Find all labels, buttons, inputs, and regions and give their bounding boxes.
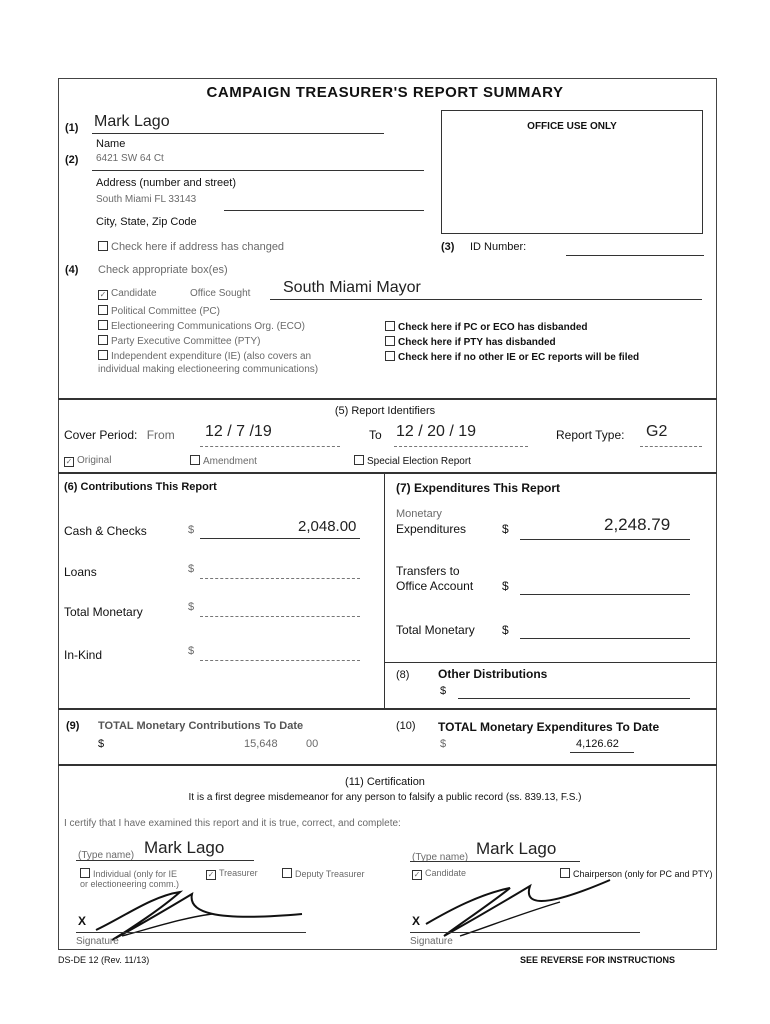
office-use-label: OFFICE USE ONLY	[527, 121, 617, 132]
treasurer-checkbox[interactable]	[206, 868, 258, 880]
address-changed-checkbox[interactable]	[98, 241, 284, 253]
section-4-heading: Check appropriate box(es)	[98, 264, 228, 276]
eco-box[interactable]	[98, 320, 108, 330]
pc-checkbox[interactable]	[98, 305, 220, 317]
amendment-label: Amendment	[203, 456, 257, 467]
section-6-heading: (6) Contributions This Report	[64, 481, 217, 493]
total-monetary-contrib-dollar: $	[188, 601, 195, 613]
candidate-label: Candidate	[111, 288, 157, 299]
special-checkbox[interactable]	[354, 455, 471, 467]
treasurer-box[interactable]: ✓	[207, 870, 215, 879]
monetary-exp-value: 2,248.79	[604, 515, 671, 534]
loans-dollar: $	[188, 563, 195, 575]
special-label: Special Election Report	[367, 456, 471, 467]
street-label: Address (number and street)	[96, 177, 237, 189]
form-title: CAMPAIGN TREASURER'S REPORT SUMMARY	[206, 84, 564, 101]
disband-pty-label: Check here if PTY has disbanded	[398, 337, 556, 348]
from-label: From	[146, 428, 175, 442]
no-other-box[interactable]	[385, 351, 395, 361]
deputy-box[interactable]	[282, 868, 292, 878]
section-9-heading: TOTAL Monetary Contributions To Date	[98, 720, 304, 732]
left-typed-name: Mark Lago	[144, 838, 225, 857]
transfers-label-2: Office Account	[396, 579, 474, 593]
original-label: Original	[77, 455, 112, 466]
disband-pc-label: Check here if PC or ECO has disbanded	[398, 322, 588, 333]
individual-label-1: Individual (only for IE	[93, 869, 178, 879]
city-label: City, State, Zip Code	[96, 216, 197, 228]
left-signature-x: X	[78, 914, 87, 928]
pty-label: Party Executive Committee (PTY)	[111, 336, 261, 347]
name-label: Name	[96, 138, 126, 150]
in-kind-dollar: $	[188, 645, 195, 657]
eco-label: Electioneering Communications Org. (ECO)	[111, 321, 305, 332]
original-box[interactable]: ✓	[65, 457, 73, 466]
cash-dollar: $	[188, 524, 195, 536]
total-monetary-exp-dollar: $	[502, 623, 509, 637]
no-other-checkbox[interactable]	[385, 351, 639, 363]
to-date: 12 / 20 / 19	[396, 423, 477, 440]
pty-box[interactable]	[98, 335, 108, 345]
section-2-number: (2)	[65, 154, 79, 166]
loans-label: Loans	[64, 565, 97, 579]
total-monetary-contrib-label: Total Monetary	[64, 605, 143, 619]
monetary-exp-label-2: Expenditures	[396, 522, 467, 536]
original-checkbox[interactable]	[64, 455, 111, 467]
monetary-exp-dollar: $	[502, 522, 509, 536]
disband-pty-checkbox[interactable]	[385, 336, 556, 348]
other-dist-dollar: $	[440, 685, 447, 697]
candidate-box[interactable]: ✓	[99, 290, 107, 299]
total-monetary-exp-label: Total Monetary	[396, 623, 475, 637]
certify-statement: I certify that I have examined this report and it is true, correct, and complete:	[64, 818, 401, 829]
name-value: Mark Lago	[94, 113, 170, 130]
address-changed-label: Check here if address has changed	[111, 241, 285, 253]
section-10-number: (10)	[396, 720, 416, 732]
candidate-sign-box[interactable]: ✓	[413, 870, 421, 879]
city-value: South Miami FL 33143	[96, 194, 197, 205]
instructions-note: SEE REVERSE FOR INSTRUCTIONS	[520, 955, 676, 965]
right-type-name-label: (Type name)	[412, 852, 469, 863]
ie-label-2: individual making electioneering communications)	[98, 364, 319, 375]
ie-checkbox[interactable]	[98, 350, 311, 362]
pc-label: Political Committee (PC)	[111, 306, 220, 317]
report-type-label: Report Type:	[556, 428, 625, 442]
deputy-checkbox[interactable]	[282, 868, 365, 879]
section-8-heading: Other Distributions	[438, 667, 548, 681]
section-1-number: (1)	[65, 122, 79, 134]
total-exp-value: 4,126.62	[576, 738, 619, 750]
right-signature-image	[420, 874, 620, 944]
disband-pty-box[interactable]	[385, 336, 395, 346]
pty-checkbox[interactable]	[98, 335, 260, 347]
left-type-name-label: (Type name)	[78, 850, 135, 861]
id-number-label: ID Number:	[470, 241, 527, 253]
section-9-number: (9)	[66, 720, 80, 732]
right-typed-name: Mark Lago	[476, 839, 557, 858]
total-contrib-cents: 00	[306, 738, 319, 750]
ie-label-1: Independent expenditure (IE) (also covers an	[111, 351, 312, 362]
right-signature-label: Signature	[410, 936, 453, 947]
eco-checkbox[interactable]	[98, 320, 305, 332]
certification-warning: It is a first degree misdemeanor for any person to falsify a public record (ss. 839.13, F.S.)	[188, 792, 582, 803]
total-contrib-value: 15,648	[244, 738, 278, 750]
total-contrib-dollar: $	[98, 738, 105, 750]
candidate-sign-label: Candidate	[425, 868, 467, 878]
address-changed-box[interactable]	[98, 241, 108, 251]
cover-period-text: Cover Period:	[64, 428, 138, 442]
section-3-number: (3)	[441, 241, 455, 253]
individual-box[interactable]	[80, 868, 90, 878]
office-use-box	[441, 110, 703, 234]
deputy-label: Deputy Treasurer	[295, 869, 365, 879]
special-box[interactable]	[354, 455, 364, 465]
individual-checkbox[interactable]	[80, 868, 177, 879]
ie-box[interactable]	[98, 350, 108, 360]
section-11-heading: (11) Certification	[345, 776, 425, 788]
office-sought-value: South Miami Mayor	[283, 279, 421, 296]
no-other-label: Check here if no other IE or EC reports will be filed	[398, 352, 640, 363]
street-value: 6421 SW 64 Ct	[96, 153, 164, 164]
office-sought-label: Office Sought	[190, 288, 251, 299]
treasurer-label: Treasurer	[219, 868, 258, 878]
pc-box[interactable]	[98, 305, 108, 315]
amendment-checkbox[interactable]	[190, 455, 257, 467]
left-signature-label: Signature	[76, 936, 119, 947]
from-date: 12 / 7 /19	[205, 423, 272, 440]
transfers-dollar: $	[502, 579, 509, 593]
section-7-heading: (7) Expenditures This Report	[396, 481, 561, 495]
disband-pc-checkbox[interactable]	[385, 321, 588, 333]
form-id: DS-DE 12 (Rev. 11/13)	[58, 955, 150, 965]
monetary-exp-label-1: Monetary	[396, 508, 442, 520]
total-exp-dollar: $	[440, 738, 447, 750]
individual-label-2: or electioneering comm.)	[80, 879, 180, 889]
left-signature-image	[92, 888, 312, 944]
section-8-number: (8)	[396, 669, 410, 681]
in-kind-label: In-Kind	[64, 648, 103, 662]
report-type-value: G2	[646, 423, 668, 440]
disband-pc-box[interactable]	[385, 321, 395, 331]
transfers-label-1: Transfers to	[396, 564, 460, 578]
cash-checks-value: 2,048.00	[298, 518, 357, 535]
to-label: To	[369, 428, 382, 442]
section-4-number: (4)	[65, 264, 79, 276]
section-10-heading: TOTAL Monetary Expenditures To Date	[438, 720, 660, 734]
candidate-checkbox[interactable]	[98, 288, 157, 300]
chairperson-label: Chairperson (only for PC and PTY)	[573, 869, 713, 879]
cover-period-label	[64, 428, 175, 442]
amendment-box[interactable]	[190, 455, 200, 465]
cash-checks-label: Cash & Checks	[64, 524, 147, 538]
section-5-heading: (5) Report Identifiers	[334, 405, 436, 417]
right-signature-x: X	[412, 914, 421, 928]
